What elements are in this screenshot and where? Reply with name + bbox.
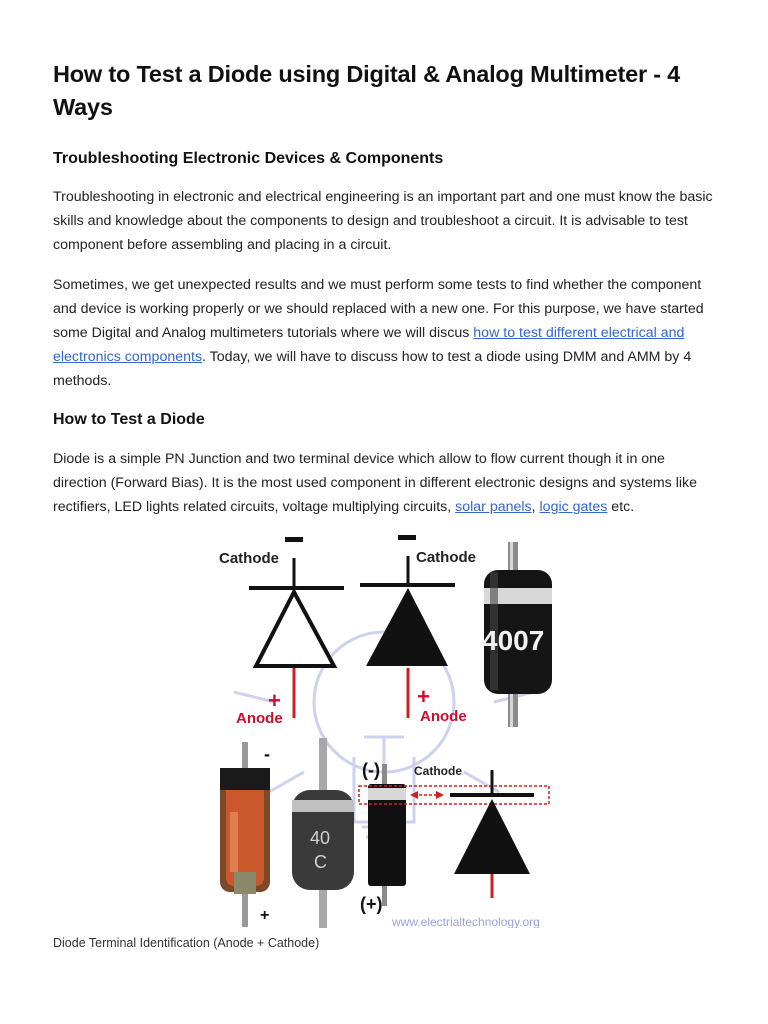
grey-diode-photo: [292, 738, 354, 928]
diode-symbol-outline: [219, 537, 344, 727]
diode-marking-4007: 4007: [482, 625, 545, 656]
paragraph-text: etc.: [607, 499, 635, 515]
paragraph-diode: [53, 447, 717, 519]
cathode-label: Cathode: [414, 764, 462, 778]
minus-sign-icon: [398, 535, 416, 540]
anode-label: Anode: [236, 710, 283, 727]
paragraph-multimeter: [53, 273, 717, 393]
cathode-label: Cathode: [219, 550, 279, 567]
cathode-label: Cathode: [416, 549, 476, 566]
minus-sign-icon: [285, 537, 303, 542]
glass-diode-plus: +: [260, 907, 270, 924]
link-test-components[interactable]: how to test different electrical and electronics components: [53, 325, 685, 365]
paragraph-intro: Troubleshooting in electronic and electrical engineering is an important part and one must know the basic skills and knowledge about the components to design and troubleshoot a circuit. It is advisable to test component before assembling and placing in a circuit.: [53, 189, 713, 253]
diode-marking-bottom: C: [314, 852, 327, 872]
paragraph-text: Sometimes, we get unexpected results and we must perform some tests to find whether the component and device is working properly or we should replaced with a new one. For this purpose, we have started some Digital and Analog multimeters tutorials where we will discus: [53, 277, 704, 341]
diode-identification-figure: [214, 532, 560, 928]
paragraph-text: . Today, we will have to discuss how to test a diode using DMM and AMM by 4 methods.: [53, 349, 692, 389]
page-title: How to Test a Diode using Digital & Analog Multimeter - 4 Ways: [53, 61, 681, 120]
diode-marking-top: 40: [310, 828, 331, 848]
plus-sign: +: [417, 684, 430, 709]
anode-label: Anode: [420, 708, 467, 725]
diode-symbol-filled: [360, 535, 476, 725]
diode-1n4007-photo: [482, 542, 552, 727]
link-solar-panels[interactable]: solar panels: [455, 499, 532, 515]
positive-terminal-label: (+): [360, 894, 383, 914]
link-logic-gates[interactable]: logic gates: [539, 499, 608, 515]
watermark-text: www.electrialtechnology.org: [392, 915, 540, 928]
section-heading-troubleshooting: Troubleshooting Electronic Devices & Components: [53, 150, 444, 167]
negative-terminal-label: (-): [362, 760, 380, 780]
section-heading-test-diode: How to Test a Diode: [53, 411, 205, 428]
glass-diode-minus: -: [264, 744, 270, 764]
paragraph-text: Diode is a simple PN Junction and two terminal device which allow to flow current though it in one direction (Forward Bias). It is the most used component in different electronic designs and systems like rectifiers, LED lights related circuits, voltage multiplying circuits,: [53, 451, 697, 515]
plus-sign: +: [268, 688, 281, 713]
paragraph-text: ,: [531, 499, 540, 515]
glass-diode-photo: [220, 742, 270, 927]
figure-caption: Diode Terminal Identification (Anode + Cathode): [53, 936, 320, 950]
